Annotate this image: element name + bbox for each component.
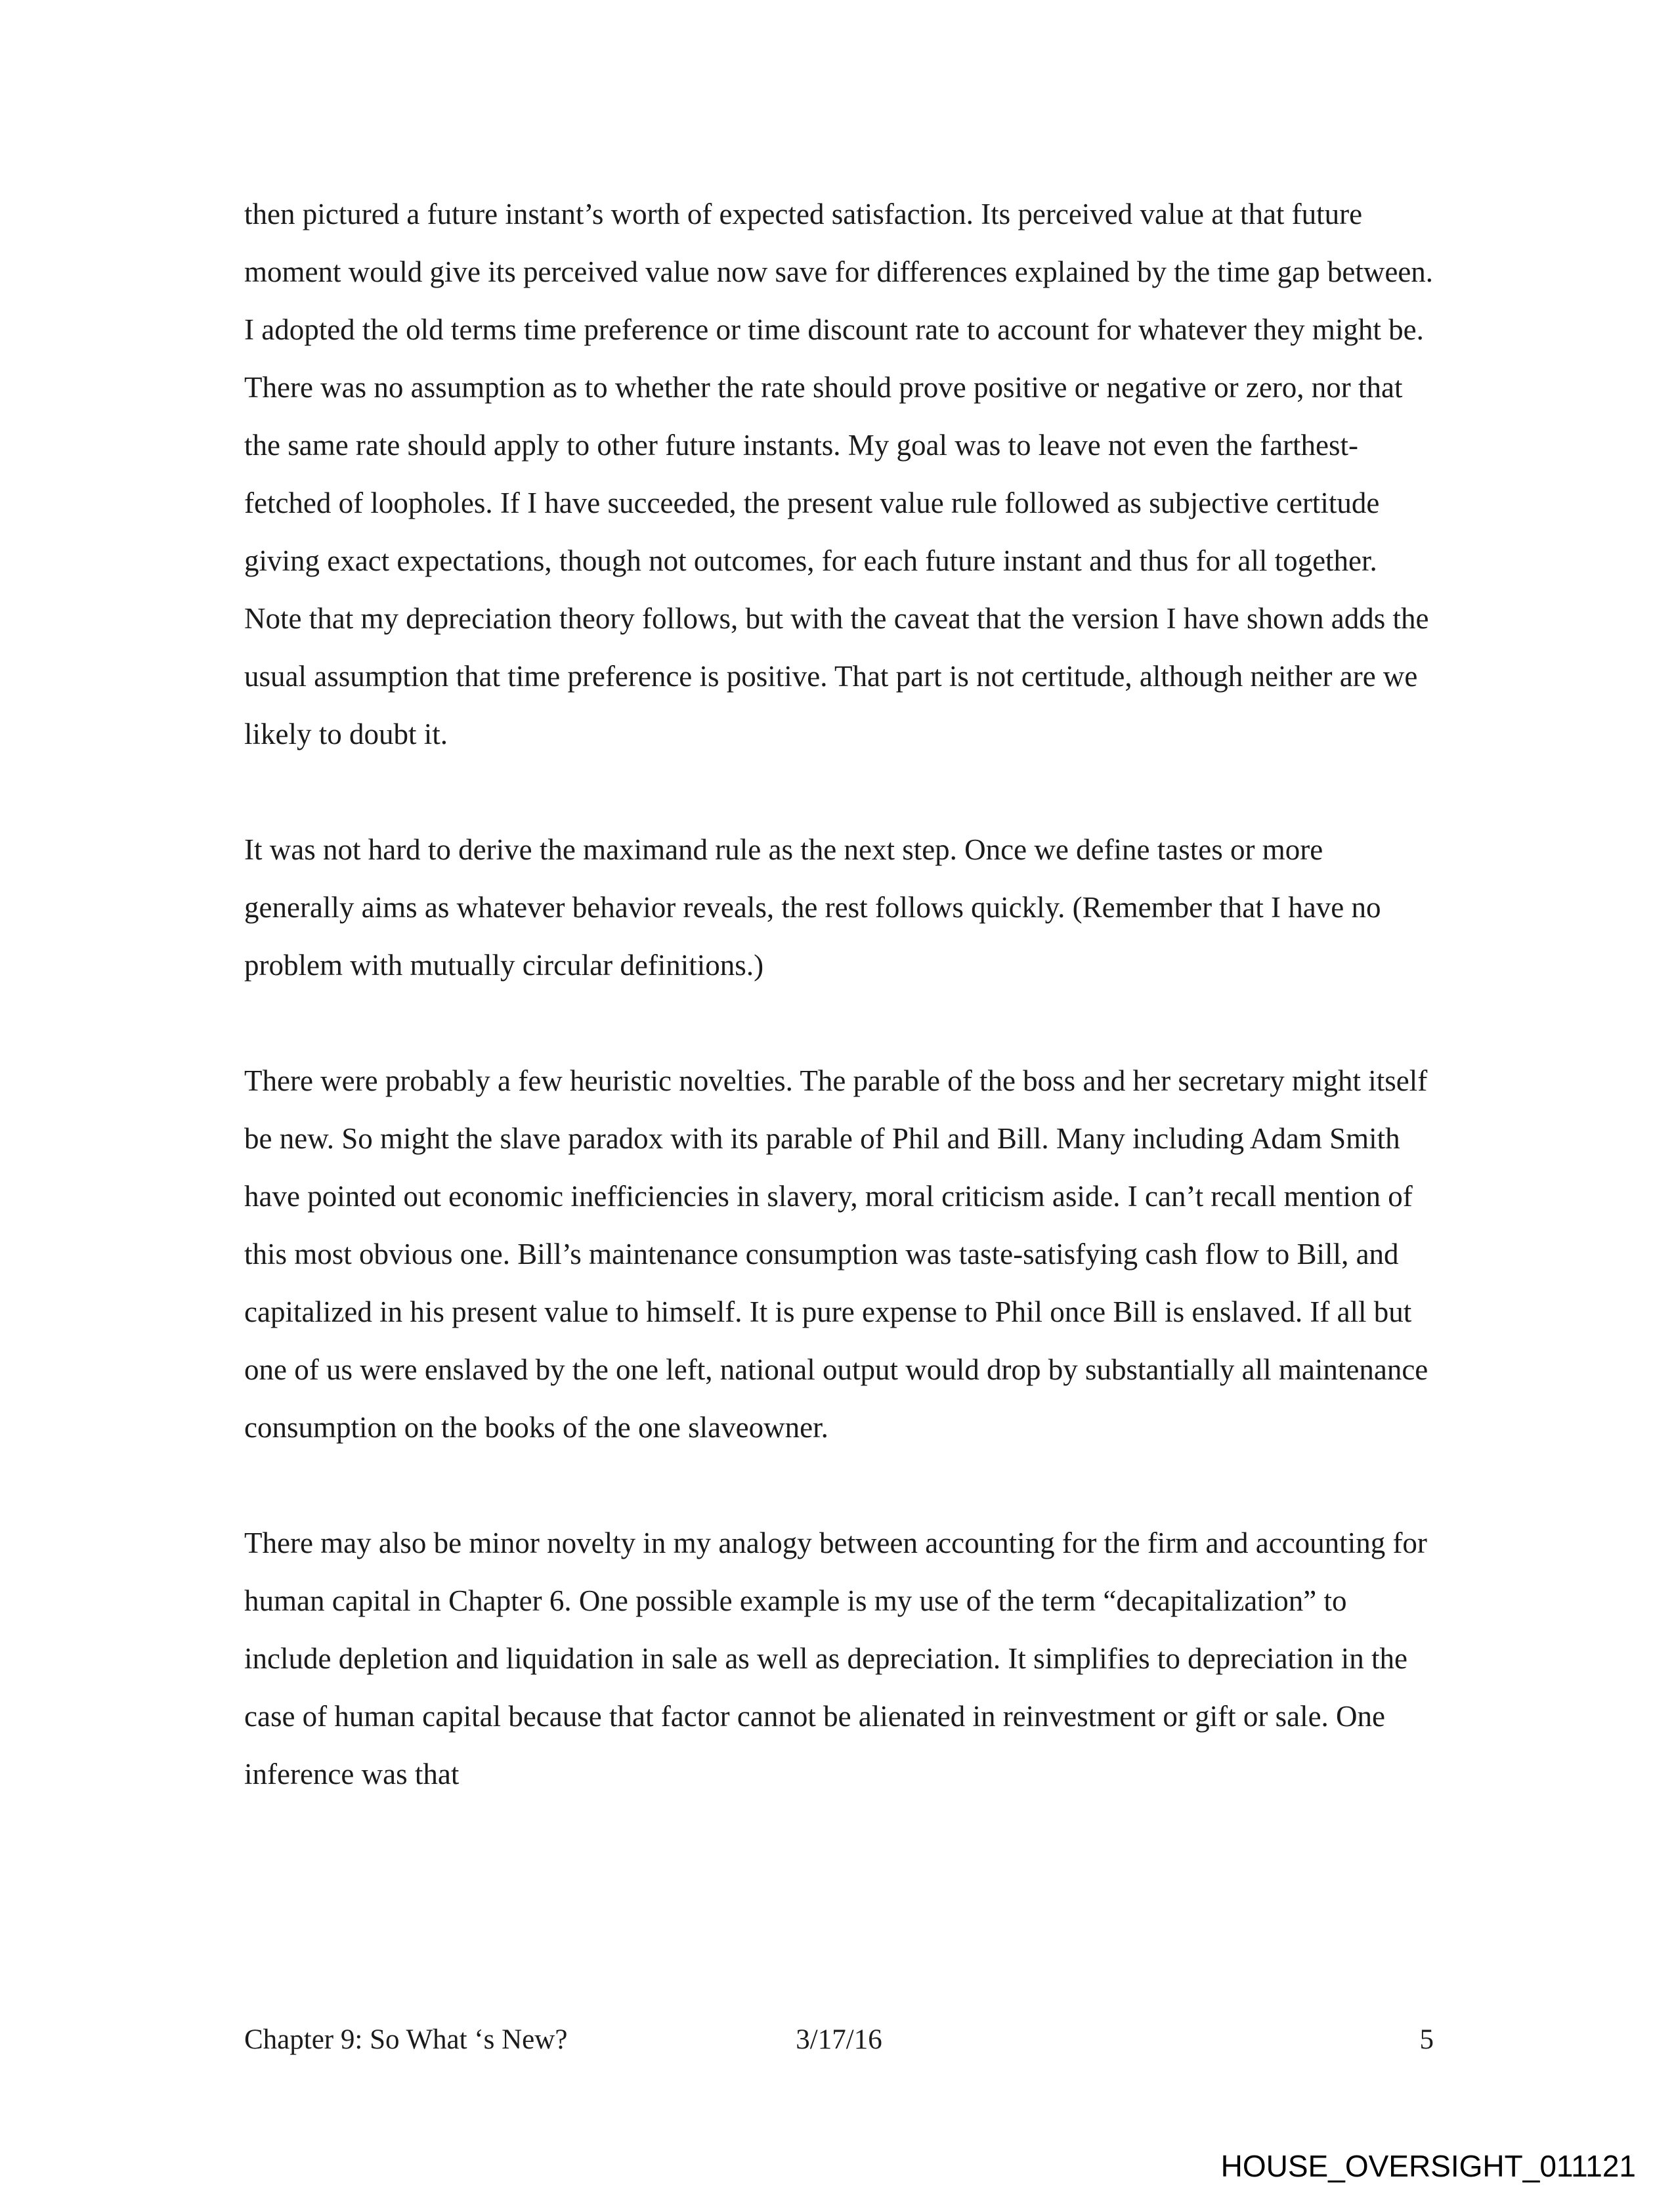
body-text	[244, 185, 1436, 1861]
paragraph-3: There were probably a few heuristic novelties. The parable of the boss and her secretary might itself be new. So might the slave paradox with its parable of Phil and Bill. Many including Adam Smith have pointed out economic inefficiencies in slavery, moral criticism aside. I can’t recall mention of this most obvious one. Bill’s maintenance consumption was taste-satisfying cash flow to Bill, and capitalized in his present value to himself. It is pure expense to Phil once Bill is enslaved. If all but one of us were enslaved by the one left, national output would drop by substantially all maintenance consumption on the books of the one slaveowner.	[244, 1064, 1428, 1444]
footer-chapter-title: Chapter 9: So What ‘s New?	[244, 2024, 568, 2055]
bates-stamp: HOUSE_OVERSIGHT_011121	[1220, 2149, 1636, 2183]
page-footer	[244, 2024, 1434, 2056]
paragraph-2: It was not hard to derive the maximand rule as the next step. Once we define tastes or more generally aims as whatever behavior reveals, the rest follows quickly. (Remember that I have no problem with mutually circular definitions.)	[244, 833, 1381, 982]
paragraph-1: then pictured a future instant’s worth of expected satisfaction. Its perceived value at that future moment would give its perceived value now save for differences explained by the time gap between. I adopted the old terms time preference or time discount rate to account for whatever they might be. There was no assumption as to whether the rate should prove positive or negative or zero, nor that the same rate should apply to other future instants. My goal was to leave not even the farthest-fetched of loopholes. If I have succeeded, the present value rule followed as subjective certitude giving exact expectations, though not outcomes, for each future instant and thus for all together. Note that my depreciation theory follows, but with the caveat that the version I have shown adds the usual assumption that time preference is positive. That part is not certitude, although neither are we likely to doubt it.	[244, 198, 1434, 750]
paragraph-4: There may also be minor novelty in my analogy between accounting for the firm and accounting for human capital in Chapter 6. One possible example is my use of the term “decapitalization” to include depletion and liquidation in sale as well as depreciation. It simplifies to depreciation in the case of human capital because that factor cannot be alienated in reinvestment or gift or sale. One inference was that	[244, 1527, 1427, 1790]
footer-date: 3/17/16	[796, 2024, 882, 2055]
footer-page-number: 5	[1419, 2024, 1434, 2055]
